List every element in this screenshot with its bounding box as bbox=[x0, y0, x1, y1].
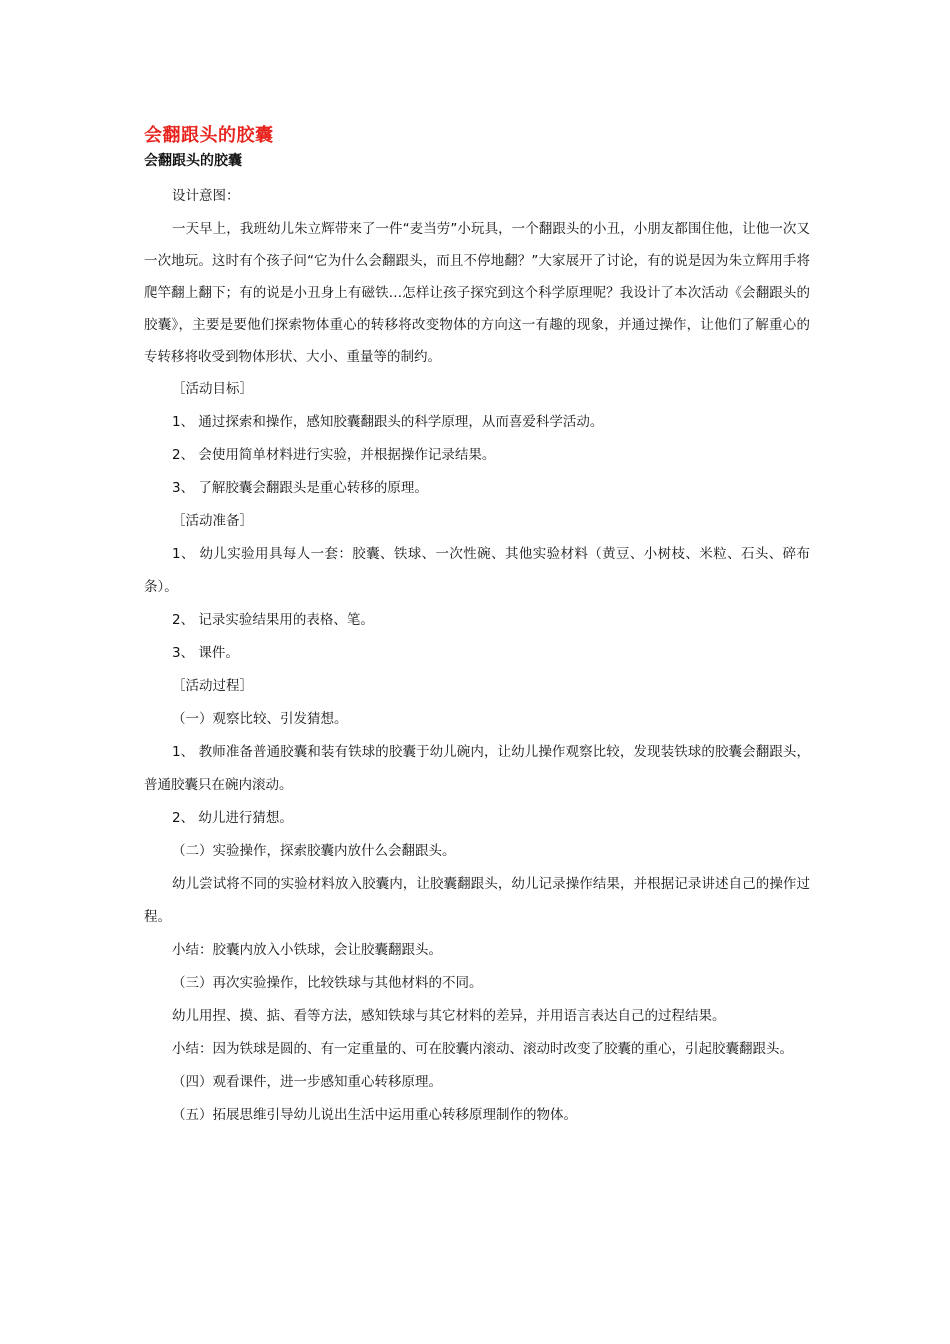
process-step-3-text: 幼儿用捏、摸、掂、看等方法，感知铁球与其它材料的差异，并用语言表达自己的过程结果。 bbox=[172, 1008, 726, 1024]
process-step-1-heading: （一）观察比较、引发猜想。 bbox=[172, 711, 348, 727]
section-heading-process: ［活动过程］ bbox=[172, 678, 253, 694]
goal-item-2: 2、 会使用简单材料进行实验，并根据操作记录结果。 bbox=[172, 447, 496, 463]
document-body bbox=[144, 180, 810, 1132]
paragraph-design-intent: 一天早上，我班幼儿朱立辉带来了一件“麦当劳”小玩具，一个翻跟头的小丑，小朋友都围住他，让他一次又一次地玩。这时有个孩子问“它为什么会翻跟头，而且不停地翻？”大家展开了讨论，有的说是因为朱立辉用手将爬竿翻上翻下；有的说是小丑身上有磁铁…怎样让孩子探究到这个科学原理呢？我设计了本次活动《会翻跟头的胶囊》，主要是要他们探索物体重心的转移将改变物体的方向这一有趣的现象，并通过操作，让他们了解重心的专转移将收受到物体形状、大小、重量等的制约。 bbox=[144, 221, 810, 365]
document-subtitle: 会翻跟头的胶囊 bbox=[144, 153, 242, 169]
process-step-1-item-1: 1、 教师准备普通胶囊和装有铁球的胶囊于幼儿碗内，让幼儿操作观察比较，发现装铁球的胶囊会翻跟头，普通胶囊只在碗内滚动。 bbox=[144, 744, 810, 793]
preparation-item-3: 3、 课件。 bbox=[172, 645, 239, 661]
section-heading-goals: ［活动目标］ bbox=[172, 381, 253, 397]
preparation-item-1: 1、 幼儿实验用具每人一套：胶囊、铁球、一次性碗、其他实验材料（黄豆、小树枝、米粒、石头、碎布条）。 bbox=[144, 546, 810, 595]
process-step-2-text: 幼儿尝试将不同的实验材料放入胶囊内，让胶囊翻跟头，幼儿记录操作结果，并根据记录讲述自己的操作过程。 bbox=[144, 876, 810, 925]
goal-item-3: 3、 了解胶囊会翻跟头是重心转移的原理。 bbox=[172, 480, 428, 496]
process-step-2-summary: 小结：胶囊内放入小铁球，会让胶囊翻跟头。 bbox=[172, 942, 442, 958]
paragraph-design-intent-heading: 设计意图： bbox=[172, 188, 240, 204]
document-title: 会翻跟头的胶囊 bbox=[144, 125, 274, 146]
process-step-3-heading: （三）再次实验操作，比较铁球与其他材料的不同。 bbox=[172, 975, 483, 991]
preparation-item-2: 2、 记录实验结果用的表格、笔。 bbox=[172, 612, 374, 628]
process-step-1-item-2: 2、 幼儿进行猜想。 bbox=[172, 810, 293, 826]
process-step-3-summary: 小结：因为铁球是圆的、有一定重量的、可在胶囊内滚动、滚动时改变了胶囊的重心，引起胶囊翻跟头。 bbox=[172, 1041, 793, 1057]
section-heading-preparation: ［活动准备］ bbox=[172, 513, 253, 529]
goal-item-1: 1、 通过探索和操作，感知胶囊翻跟头的科学原理，从而喜爱科学活动。 bbox=[172, 414, 604, 430]
document-page bbox=[144, 122, 810, 1132]
process-step-5-heading: （五）拓展思维引导幼儿说出生活中运用重心转移原理制作的物体。 bbox=[172, 1107, 577, 1123]
process-step-2-heading: （二）实验操作，探索胶囊内放什么会翻跟头。 bbox=[172, 843, 456, 859]
process-step-4-heading: （四）观看课件，进一步感知重心转移原理。 bbox=[172, 1074, 442, 1090]
